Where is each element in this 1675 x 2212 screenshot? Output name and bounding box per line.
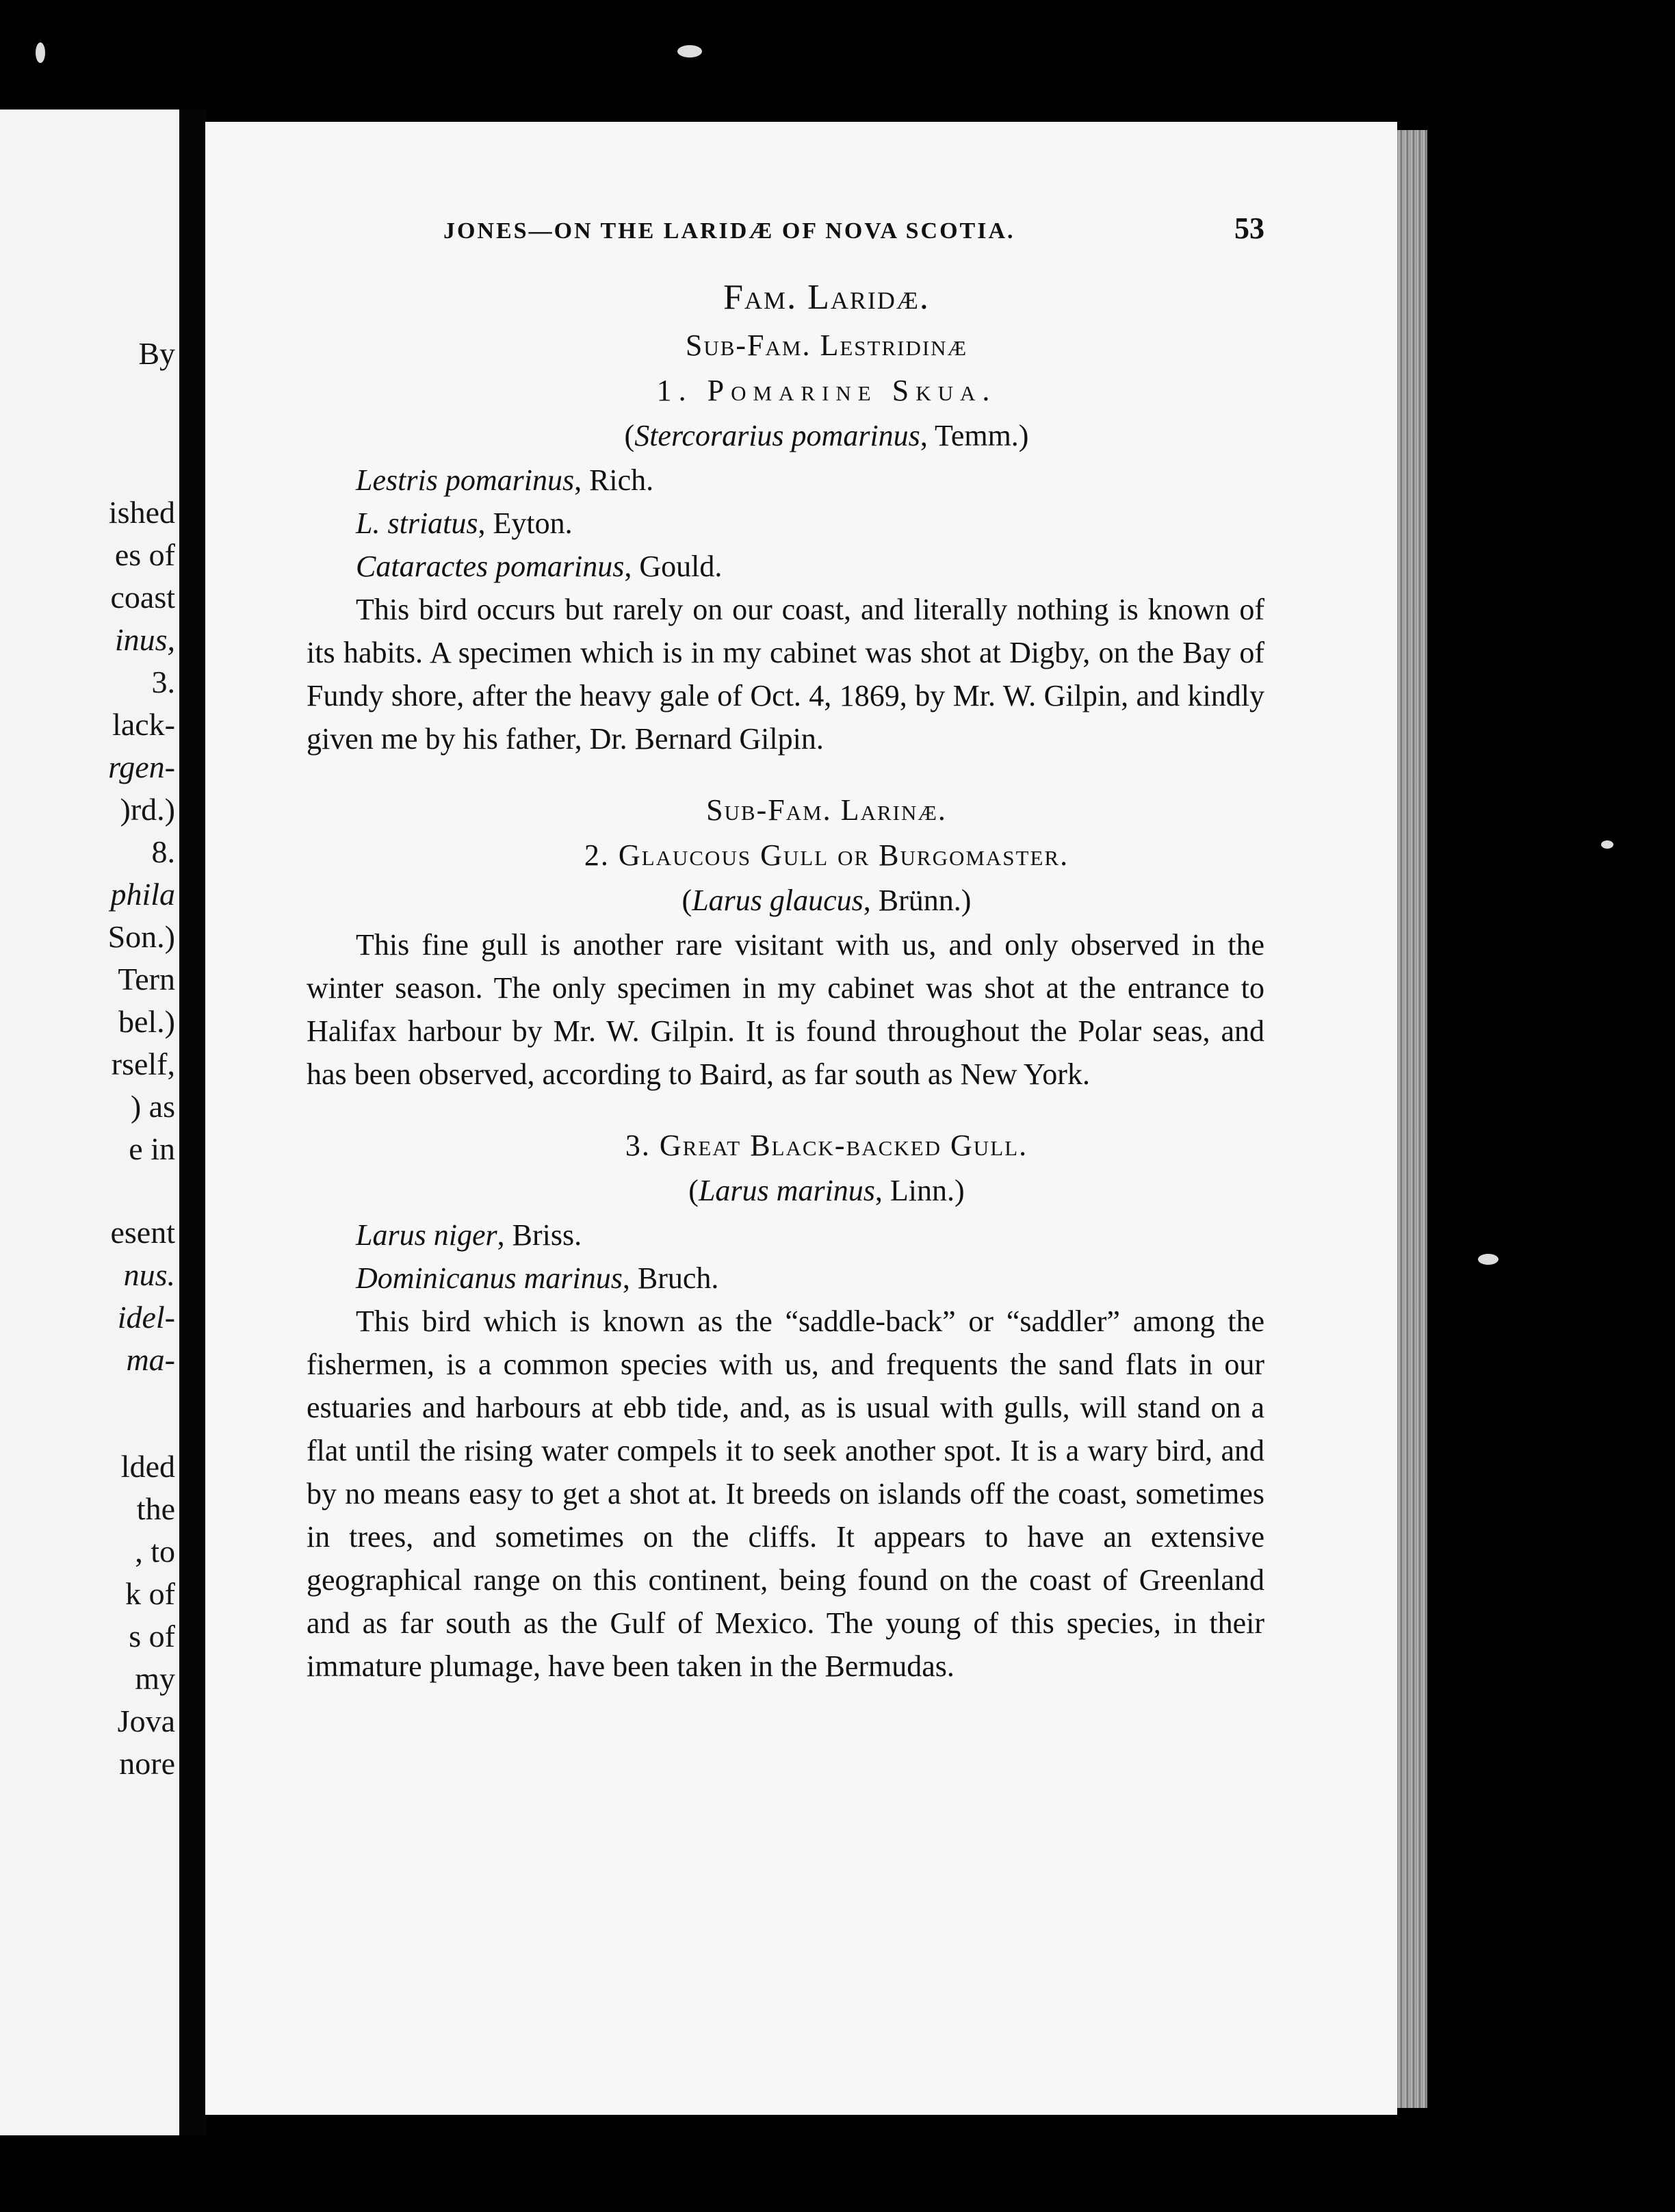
scan-speck (1601, 840, 1613, 849)
paren-open: ( (681, 884, 692, 917)
left-fragment: idel- (117, 1300, 175, 1335)
left-fragment: 8. (151, 834, 175, 869)
synonym-name: Cataractes pomarinus (356, 550, 625, 583)
running-head-title: JONES—ON THE LARIDÆ OF NOVA SCOTIA. (443, 218, 1015, 244)
left-fragment: the (136, 1491, 175, 1526)
synonym-line (307, 1213, 1264, 1257)
left-fragment: Jova (117, 1703, 175, 1738)
left-fragment: , to (135, 1534, 175, 1569)
scientific-authority: , Linn.) (874, 1174, 965, 1207)
left-fragment: coast (110, 580, 175, 615)
left-fragment: nore (119, 1746, 175, 1781)
left-fragment: e in (129, 1131, 175, 1166)
left-fragment: k of (125, 1576, 175, 1611)
scan-speck (36, 42, 45, 63)
running-head (307, 211, 1264, 259)
scientific-authority: , Brünn.) (863, 884, 972, 917)
left-fragment: esent (110, 1215, 175, 1250)
family-heading: Fam. Laridæ. (723, 278, 930, 317)
left-fragment: ma- (126, 1342, 175, 1377)
synonym-author: , Briss. (497, 1218, 582, 1252)
left-fragment: s of (129, 1619, 175, 1654)
species-entry (307, 833, 1264, 1096)
subfamily-heading: Sub-Fam. Lestridinæ (685, 329, 968, 362)
left-fragment: my (135, 1661, 175, 1696)
scientific-name (389, 413, 1264, 459)
left-fragment: inus, (114, 622, 175, 657)
left-fragment: )rd.) (120, 792, 175, 827)
scan-speck (1478, 1254, 1498, 1265)
synonym-line (307, 459, 1264, 502)
left-fragment: Son.) (107, 919, 175, 954)
species-heading: 1. Pomarine Skua. (656, 374, 997, 407)
left-fragment: rself, (111, 1046, 175, 1081)
book-page (205, 122, 1397, 2115)
scientific-name-italic: Larus glaucus (692, 884, 864, 917)
left-fragment: ) as (130, 1089, 175, 1124)
left-fragment: ished (108, 495, 175, 530)
synonym-name: L. striatus (356, 506, 478, 540)
scientific-authority: , Temm.) (920, 419, 1029, 452)
species-entry (307, 1123, 1264, 1688)
left-fragment: nus. (123, 1257, 175, 1292)
species-heading: 3. Great Black-backed Gull. (625, 1129, 1028, 1162)
scientific-name-italic: Stercorarius pomarinus (634, 419, 920, 452)
synonym-author: , Bruch. (622, 1261, 719, 1295)
scan-speck (677, 45, 702, 57)
synonym-line (307, 502, 1264, 545)
paren-open: ( (624, 419, 635, 452)
left-fragment: Tern (118, 962, 175, 996)
synonym-author: , Rich. (574, 463, 654, 497)
book-gutter (179, 110, 207, 2135)
synonym-name: Larus niger (356, 1218, 497, 1252)
left-fragment: lack- (112, 707, 175, 742)
left-fragment: es of (114, 537, 175, 572)
synonym-name: Dominicanus marinus (356, 1261, 623, 1295)
page-number: 53 (1234, 211, 1264, 245)
left-fragment: lded (120, 1449, 175, 1484)
subfamily-heading: Sub-Fam. Larinæ. (706, 793, 947, 827)
species-description: This bird occurs but rarely on our coast, and literally nothing is known of its habits. A specimen which is in my cabinet was shot at Digby, on the Bay of Fundy shore, after the heavy gale of Oct. 4, 1869, by Mr. W. Gilpin, and kindly given me by his father, Dr. Bernard Gilpin. (307, 593, 1264, 756)
species-description: This bird which is known as the “saddle-back” or “saddler” among the fishermen, is a common species with us, and frequents the sand flats in our estuaries and harbours at ebb tide, and, as is usual with gulls, will stand on a flat until the rising water compels it to seek another spot. It is a wary bird, and by no means easy to get a shot at. It breeds on islands off the coast, sometimes in trees, and sometimes on the cliffs. It appears to have an extensive geographical range on this continent, being found on the coast of Greenland and as far south as the Gulf of Mexico. The young of this species, in their immature plumage, have been taken in the Bermudas. (307, 1304, 1264, 1683)
left-fragment: 3. (151, 665, 175, 699)
species-entry (307, 368, 1264, 760)
left-fragment: phila (110, 877, 175, 912)
left-fragment: bel.) (118, 1004, 175, 1039)
scientific-name-italic: Larus marinus (698, 1174, 875, 1207)
page-content (307, 211, 1264, 1688)
synonym-line (307, 1257, 1264, 1300)
left-fragment: By (138, 336, 175, 371)
page-edge-stack (1397, 130, 1427, 2108)
synonym-author: , Eyton. (478, 506, 573, 540)
species-heading: 2. Glaucous Gull or Burgomaster. (584, 838, 1069, 872)
scientific-name (389, 878, 1264, 923)
left-facing-page (0, 110, 179, 2135)
paren-open: ( (688, 1174, 699, 1207)
synonym-author: , Gould. (624, 550, 723, 583)
species-description: This fine gull is another rare visitant with us, and only observed in the winter season. The only specimen in my cabinet was shot at the entrance to Halifax harbour by Mr. W. Gilpin. It is found throughout the Polar seas, and has been observed, according to Baird, as far south as New York. (307, 928, 1264, 1091)
scientific-name (389, 1168, 1264, 1213)
synonym-name: Lestris pomarinus (356, 463, 575, 497)
left-fragment: rgen- (108, 749, 175, 784)
synonym-line (307, 545, 1264, 588)
